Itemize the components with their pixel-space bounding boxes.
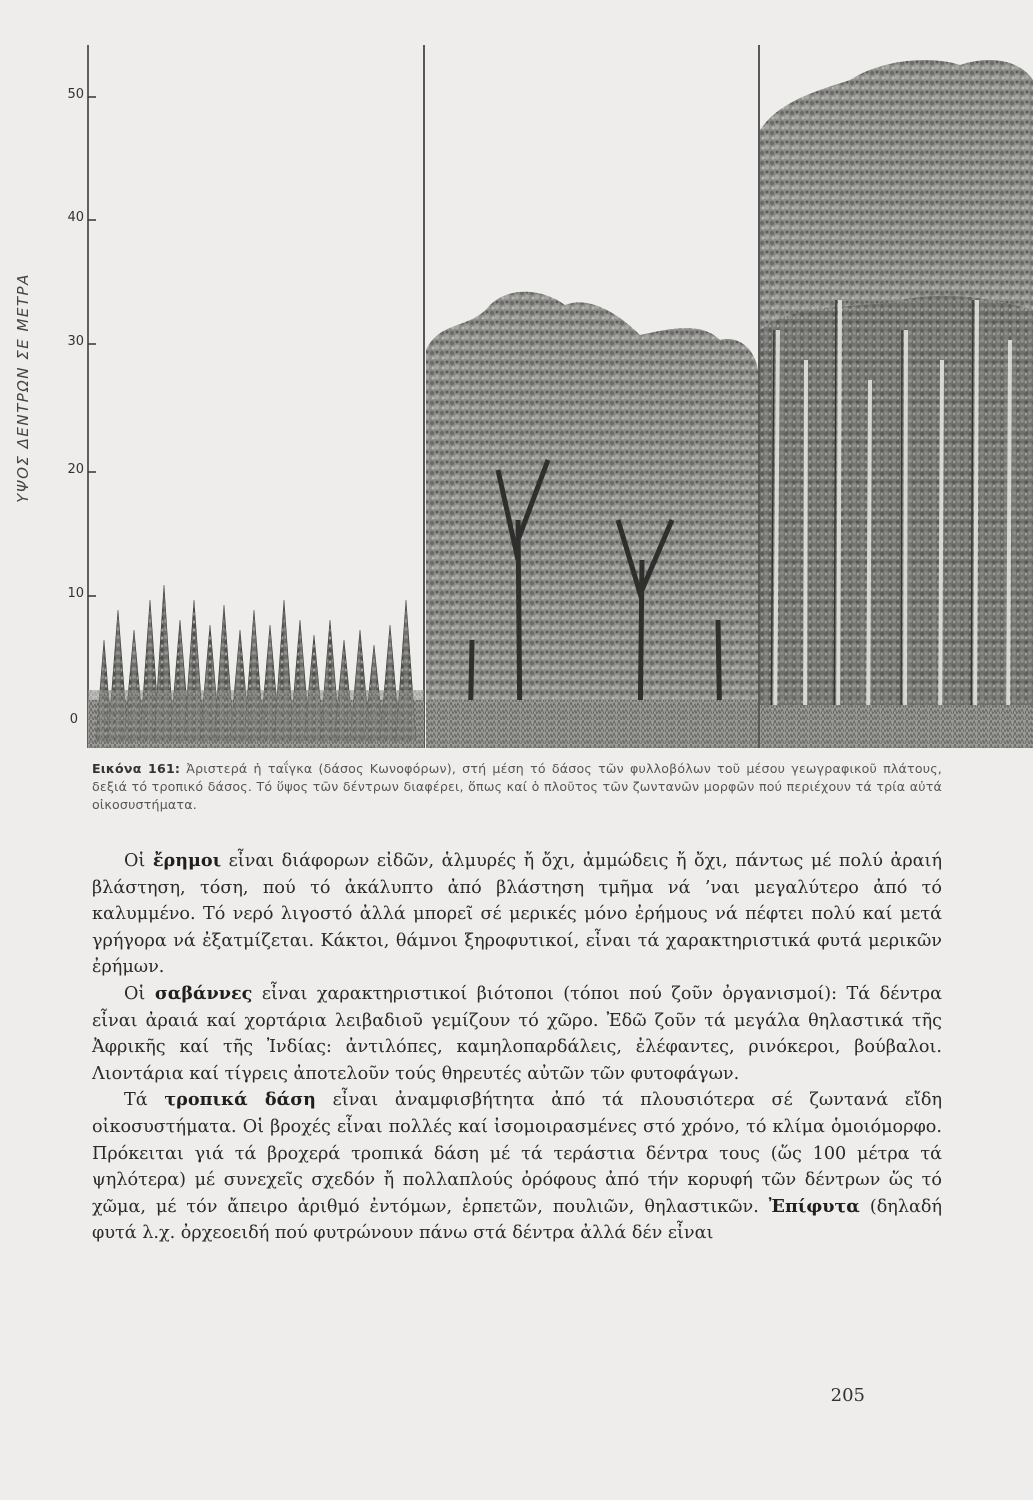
- text-run: εἶναι χαρακτηριστικοί βιότοποι (τόποι πού ζοῦν ὀργανισμοί): Τά δέντρα εἶναι ἀραιά καί χορτάρια λειβαδιοῦ γεμίζουν τό χῶρο. Ἐδῶ ζοῦν τά μεγάλα θηλαστικά τῆς Ἀφρικῆς καί τῆς Ἰνδίας: ἀντιλόπες, καμηλοπαρδάλεις, ἐλέφαντες, ρινόκεροι, βούβαλοι. Λιοντάρια καί τίγρεις ἀποτελοῦν τούς θηρευτές αὐτῶν τῶν φυτοφάγων.: [92, 983, 942, 1084]
- y-tick-30: 30: [67, 334, 84, 349]
- taiga-conifer-forest: [88, 585, 424, 748]
- paragraph-deserts: [92, 848, 942, 981]
- y-tick-40: 40: [67, 210, 84, 225]
- text-run: (δηλαδή φυτά λ.χ. ὀρχεοειδή πού φυτρώνουν πάνω στά δέντρα ἀλλά δέν εἶναι: [92, 1196, 942, 1244]
- figure-caption: [92, 760, 942, 814]
- term-tropical-forests: τροπικά δάση: [164, 1089, 316, 1111]
- paragraph-savannas: [92, 981, 942, 1087]
- y-tick-20: 20: [67, 462, 84, 477]
- y-tick-0: 0: [69, 712, 78, 727]
- term-deserts: ἔρημοι: [152, 850, 222, 871]
- text-run: εἶναι ἀναμφισβήτητα ἀπό τά πλουσιότερα σέ ζωντανά εἴδη οἰκοσυστήματα. Οἱ βροχές εἶναι πολλές καί ἰσομοιρασμένες στό χρόνο, τό κλίμα ὁμοιόμορφο. Πρόκειται γιά τά βροχερά τροπικά δάση μέ τά τεράστια δέντρα τους (ὥς 100 μέτρα τά ψηλότερα) μέ συνεχεῖς σχεδόν ἤ πολλαπλούς ὀρόφους ἀπό τήν κορυφή τῶν δέντρων ὥς τό χῶμα, μέ τόν ἄπειρο ἀριθμό ἐντόμων, ἑρπετῶν, πουλιῶν, θηλαστικῶν.: [92, 1090, 942, 1217]
- term-epiphytes: Ἐπίφυτα: [768, 1195, 860, 1217]
- term-savannas: σαβάννες: [154, 982, 253, 1004]
- tropical-rainforest: [760, 60, 1033, 748]
- paragraph-tropical-forests: [92, 1087, 942, 1247]
- y-axis: [88, 45, 96, 748]
- text-run: εἶναι διάφορων εἰδῶν, ἁλμυρές ἤ ὄχι, ἀμμώδεις ἤ ὄχι, πάντως μέ πολύ ἀραιή βλάστηση, τόση, πού τό ἀκάλυπτο ἀπό βλάστηση τμῆμα νά ’ναι μεγαλύτερο ἀπό τό καλυμμένο. Τό νερό λιγοστό ἀλλά μπορεῖ σέ μερικές μόνο ἐρήμους νά πέφτει πολύ καί μετά γρήγορα νά ἐξατμίζεται. Κάκτοι, θάμνοι ξηροφυτικοί, εἶναι τά χαρακτηριστικά φυτά μερικῶν ἐρήμων.: [92, 851, 942, 978]
- text-run: Οἱ: [124, 983, 155, 1004]
- text-run: Τά: [124, 1090, 165, 1111]
- caption-label: Εικόνα 161:: [92, 761, 181, 776]
- text-run: Οἱ: [124, 851, 153, 871]
- caption-text: Ἀριστερά ἡ ταΐγκα (δάσος Κωνοφόρων), στή μέση τό δάσος τῶν φυλλοβόλων τοῦ μέσου γεωγραφικοῦ πλάτους, δεξιά τό τροπικό δάσος. Τό ὕψος τῶν δέντρων διαφέρει, ὅπως καί ὁ πλοῦτος τῶν ζωντανῶν μορφῶν πού περιέχουν τά τρία αὐτά οἰκοσυστήματα.: [92, 761, 943, 812]
- deciduous-forest: [426, 292, 758, 748]
- body-text: [92, 848, 942, 1247]
- y-tick-10: 10: [67, 586, 84, 601]
- page-number: 205: [830, 1385, 865, 1406]
- y-axis-label: ΥΨΟΣ ΔΕΝΤΡΩΝ ΣΕ ΜΕΤΡΑ: [14, 273, 32, 503]
- y-tick-50: 50: [67, 87, 84, 102]
